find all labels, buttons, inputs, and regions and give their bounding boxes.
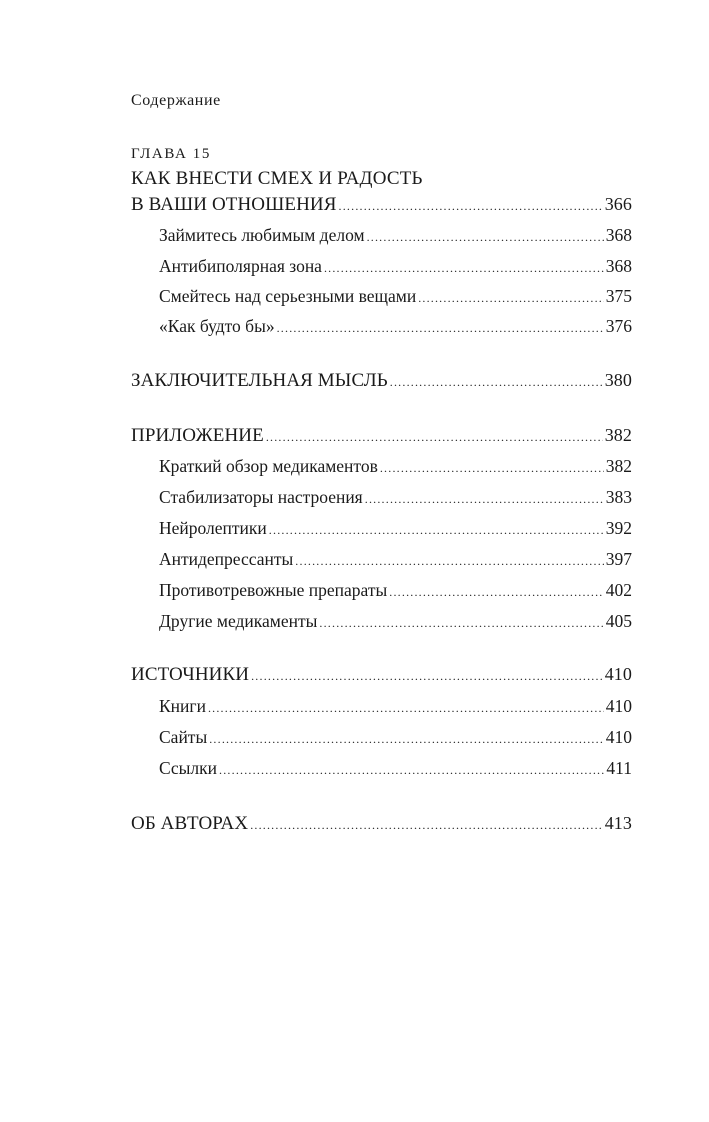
toc-entry-label: Сайты [159, 727, 208, 747]
dot-leader [390, 375, 603, 390]
toc-entry-label: ПРИЛОЖЕНИЕ [131, 425, 264, 446]
dot-leader [269, 523, 604, 538]
toc-entry-label: Нейролептики [159, 518, 267, 538]
toc-entry-page: 380 [604, 370, 632, 390]
toc-entry-page: 410 [605, 727, 632, 747]
toc-entry-label: Антибиполярная зона [159, 256, 322, 276]
chapter-title-line-1: КАК ВНЕСТИ СМЕХ И РАДОСТЬ [131, 168, 423, 189]
toc-subentry[interactable] [159, 518, 632, 539]
toc-entry-label: Займитесь любимым делом [159, 225, 365, 245]
dot-leader [324, 261, 604, 276]
dot-leader [219, 763, 604, 778]
toc-entry-page: 410 [604, 664, 632, 684]
dot-leader [367, 230, 604, 245]
dot-leader [365, 492, 604, 507]
toc-entry-page: 366 [604, 194, 632, 214]
toc-entry-label: Другие медикаменты [159, 611, 318, 631]
toc-entry-appendix[interactable] [131, 425, 632, 447]
toc-entry-page: 368 [605, 225, 632, 245]
toc-entry-page: 405 [605, 611, 632, 631]
toc-subentry[interactable] [159, 487, 632, 508]
toc-entry-page: 402 [605, 580, 632, 600]
dot-leader [389, 585, 603, 600]
toc-entry-page: 382 [605, 456, 632, 476]
toc-entry-label: Противотревожные препараты [159, 580, 388, 600]
toc-entry-page: 383 [605, 487, 632, 507]
dot-leader [418, 291, 604, 306]
toc-entry-label: Смейтесь над серьезными вещами [159, 286, 417, 306]
toc-subentry[interactable] [159, 549, 632, 570]
toc-subentry[interactable] [159, 316, 632, 337]
toc-entry-label: Ссылки [159, 758, 218, 778]
dot-leader [250, 818, 603, 833]
toc-page [131, 0, 632, 1122]
toc-entry-label: Книги [159, 696, 206, 716]
toc-subentry[interactable] [159, 611, 632, 632]
running-head: Содержание [131, 92, 221, 109]
toc-subentry[interactable] [159, 286, 632, 307]
toc-entry-authors[interactable] [131, 813, 632, 835]
dot-leader [295, 554, 603, 569]
dot-leader [339, 199, 603, 214]
dot-leader [277, 321, 604, 336]
toc-entry-page: 368 [605, 256, 632, 276]
dot-leader [251, 669, 603, 684]
toc-subentry[interactable] [159, 696, 632, 717]
toc-entry-label: ЗАКЛЮЧИТЕЛЬНАЯ МЫСЛЬ [131, 370, 388, 391]
toc-entry-page: 376 [605, 316, 632, 336]
toc-entry-page: 413 [604, 813, 632, 833]
toc-entry-conclusion[interactable] [131, 370, 632, 392]
toc-entry-label: «Как будто бы» [159, 316, 275, 336]
chapter-label: ГЛАВА 15 [131, 146, 211, 162]
toc-subentry[interactable] [159, 580, 632, 601]
toc-entry-label: В ВАШИ ОТНОШЕНИЯ [131, 194, 337, 215]
toc-entry-page: 410 [605, 696, 632, 716]
toc-entry-page: 392 [605, 518, 632, 538]
toc-subentry[interactable] [159, 256, 632, 277]
toc-entry-page: 397 [605, 549, 632, 569]
toc-subentry[interactable] [159, 727, 632, 748]
toc-subentry[interactable] [159, 758, 632, 779]
toc-entry-sources[interactable] [131, 664, 632, 686]
dot-leader [380, 461, 604, 476]
toc-entry-chapter-15[interactable] [131, 194, 632, 216]
toc-entry-page: 375 [605, 286, 632, 306]
toc-subentry[interactable] [159, 456, 632, 477]
dot-leader [266, 430, 603, 445]
dot-leader [209, 732, 604, 747]
toc-entry-label: ИСТОЧНИКИ [131, 664, 250, 685]
toc-entry-label: Стабилизаторы настроения [159, 487, 363, 507]
toc-entry-label: Краткий обзор медикаментов [159, 456, 378, 476]
toc-entry-label: ОБ АВТОРАХ [131, 813, 249, 834]
toc-entry-page: 411 [606, 758, 632, 778]
toc-entry-page: 382 [604, 425, 632, 445]
dot-leader [319, 616, 603, 631]
toc-entry-label: Антидепрессанты [159, 549, 294, 569]
toc-subentry[interactable] [159, 225, 632, 246]
dot-leader [208, 701, 604, 716]
